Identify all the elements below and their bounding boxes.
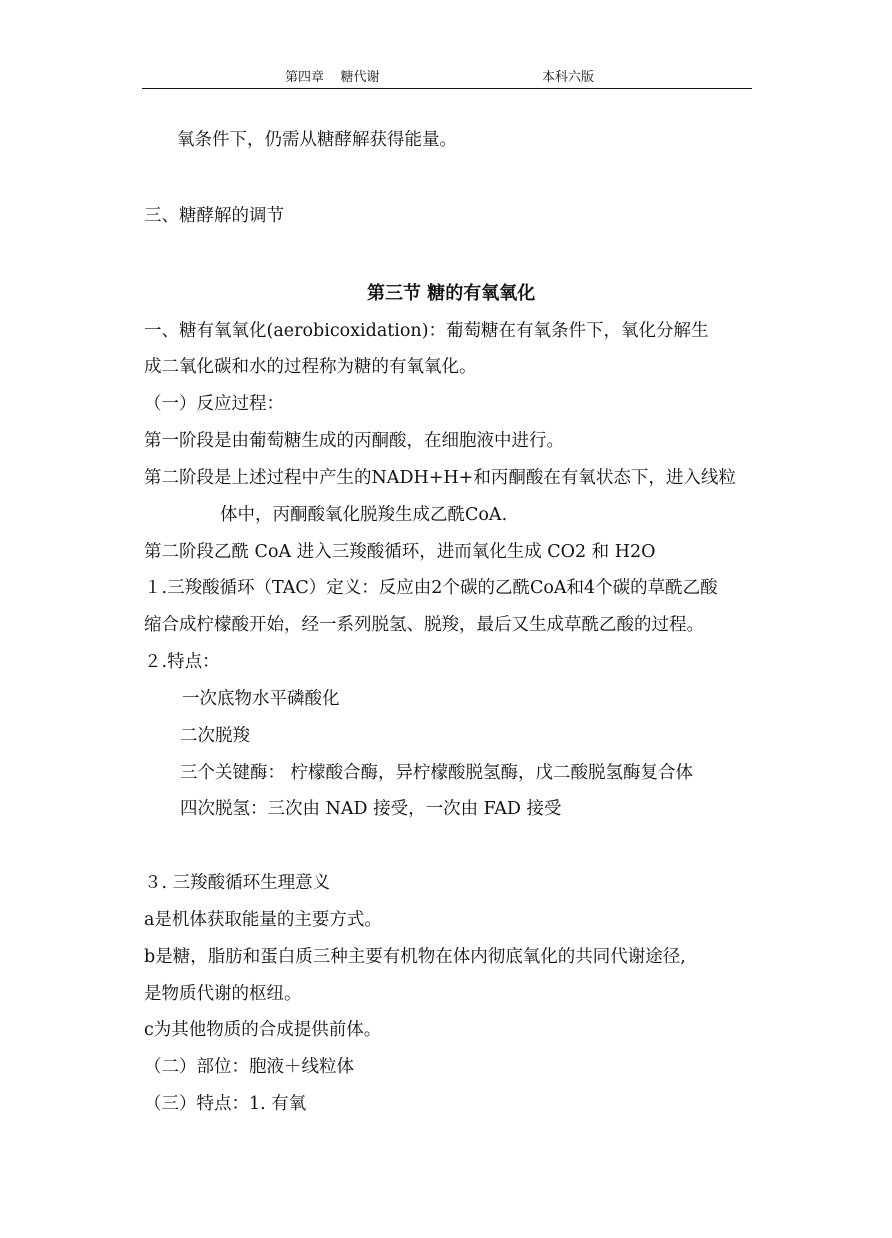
stage-1: 第一阶段是由葡萄糖生成的丙酮酸，在细胞液中进行。 bbox=[144, 431, 564, 451]
significance-b-line-1: b是糖，脂肪和蛋白质三种主要有机物在体内彻底氧化的共同代谢途径, bbox=[144, 947, 686, 967]
heading-glycolysis-regulation: 三、糖酵解的调节 bbox=[144, 206, 284, 226]
definition-line-2: 成二氧化碳和水的过程称为糖的有氧氧化。 bbox=[144, 357, 477, 377]
significance-b-line-2: 是物质代谢的枢纽。 bbox=[144, 984, 302, 1004]
paragraph-continued: 氧条件下，仍需从糖酵解获得能量。 bbox=[177, 130, 457, 150]
section-title: 第三节 糖的有氧氧化 bbox=[367, 283, 536, 304]
stage-2-line-1: 第二阶段是上述过程中产生的NADH+H+和丙酮酸在有氧状态下，进入线粒 bbox=[144, 468, 736, 488]
running-header bbox=[142, 70, 752, 89]
features-heading: ２.特点： bbox=[144, 652, 220, 672]
process-heading: （一）反应过程： bbox=[144, 394, 284, 414]
location-line: （二）部位：胞液＋线粒体 bbox=[144, 1057, 354, 1077]
feature-1: 一次底物水平磷酸化 bbox=[182, 689, 340, 709]
definition-line-1: 一、糖有氧氧化(aerobicoxidation)：葡萄糖在有氧条件下，氧化分解生 bbox=[144, 321, 709, 341]
significance-a: a是机体获取能量的主要方式。 bbox=[144, 910, 382, 930]
characteristics-line: （三）特点：1. 有氧 bbox=[144, 1094, 307, 1114]
header-edition: 本科六版 bbox=[542, 70, 595, 85]
feature-3: 三个关键酶： 柠檬酸合酶，异柠檬酸脱氢酶，戊二酸脱氢酶复合体 bbox=[180, 763, 694, 783]
significance-heading: ３. 三羧酸循环生理意义 bbox=[144, 873, 331, 893]
stage-3: 第二阶段乙酰 CoA 进入三羧酸循环，进而氧化生成 CO2 和 H2O bbox=[144, 542, 656, 562]
tac-definition-line-1: １.三羧酸循环（TAC）定义：反应由2个碳的乙酰CoA和4个碳的草酰乙酸 bbox=[144, 578, 718, 598]
feature-4: 四次脱氢：三次由 NAD 接受，一次由 FAD 接受 bbox=[180, 799, 562, 819]
header-chapter: 第四章 糖代谢 bbox=[285, 70, 380, 85]
significance-c: c为其他物质的合成提供前体。 bbox=[144, 1020, 382, 1040]
tac-definition-line-2: 缩合成柠檬酸开始，经一系列脱氢、脱羧，最后又生成草酰乙酸的过程。 bbox=[144, 615, 704, 635]
stage-2-line-2: 体中，丙酮酸氧化脱羧生成乙酰CoA. bbox=[220, 505, 508, 525]
feature-2: 二次脱羧 bbox=[180, 726, 250, 746]
